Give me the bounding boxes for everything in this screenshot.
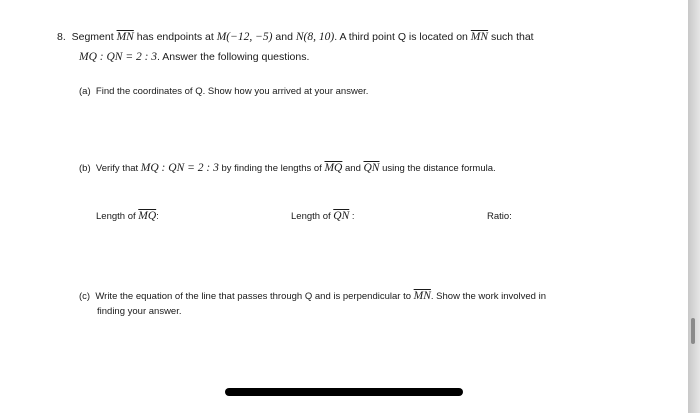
intro-text-5: such that: [490, 31, 534, 43]
length-qn-label: [291, 210, 355, 223]
part-c-text-2: . Show the work involved in: [430, 291, 547, 302]
point-n: N(8, 10): [295, 31, 335, 43]
segment-mq: $\overline{MQ}$: [324, 162, 343, 174]
length-qn-segment: $\overline{QN}$: [333, 210, 350, 222]
intro-text-4: . A third point Q is located on: [334, 31, 468, 43]
part-a: [79, 85, 368, 98]
part-a-label: (a): [79, 86, 91, 97]
length-mq-segment: $\overline{MQ}$: [138, 210, 157, 222]
point-m: M(−12, −5): [216, 31, 273, 43]
ratio-text: Ratio:: [487, 211, 512, 222]
part-c-text-1: Write the equation of the line that passes through Q and is perpendicular to: [95, 291, 411, 302]
part-b: [79, 162, 496, 175]
part-b-ratio: MQ : QN = 2 : 3: [140, 162, 219, 174]
part-c-line-2: [97, 305, 182, 318]
question-intro-line-1: [57, 31, 534, 44]
part-c-label: (c): [79, 291, 91, 302]
intro-text-2: has endpoints at: [136, 31, 214, 43]
ratio-label: [487, 210, 512, 223]
intro-text-3: and: [275, 31, 293, 43]
part-b-text-2: by finding the lengths of: [221, 163, 322, 174]
part-c-text-3: finding your answer.: [97, 306, 182, 317]
home-indicator-bar[interactable]: [225, 388, 463, 396]
length-mq-label: [96, 210, 159, 223]
intro-text-6: . Answer the following questions.: [157, 51, 310, 63]
part-c-segment-mn: $\overline{MN}$: [413, 290, 431, 302]
segment-qn: $\overline{QN}$: [363, 162, 380, 174]
question-intro-line-2: [79, 51, 309, 64]
question-number: 8.: [57, 31, 66, 43]
page-edge: [688, 0, 700, 413]
intro-text-1: Segment: [71, 31, 114, 43]
length-qn-colon: :: [351, 211, 355, 222]
intro-ratio: MQ : QN = 2 : 3: [79, 51, 158, 63]
length-mq-colon: :: [156, 211, 159, 222]
part-b-text-1: Verify that: [95, 163, 139, 174]
segment-mn-2: $\overline{MN}$: [470, 31, 489, 43]
part-b-text-3: and: [345, 163, 361, 174]
part-b-label: (b): [79, 163, 91, 174]
part-b-text-4: using the distance formula.: [382, 163, 496, 174]
length-mq-text: Length of: [96, 211, 136, 222]
part-c-line-1: [79, 290, 546, 303]
part-a-text: Find the coordinates of Q. Show how you arrived at your answer.: [95, 86, 369, 97]
segment-mn: $\overline{MN}$: [116, 31, 134, 43]
length-qn-text: Length of: [291, 211, 331, 222]
scrollbar[interactable]: [691, 318, 695, 344]
